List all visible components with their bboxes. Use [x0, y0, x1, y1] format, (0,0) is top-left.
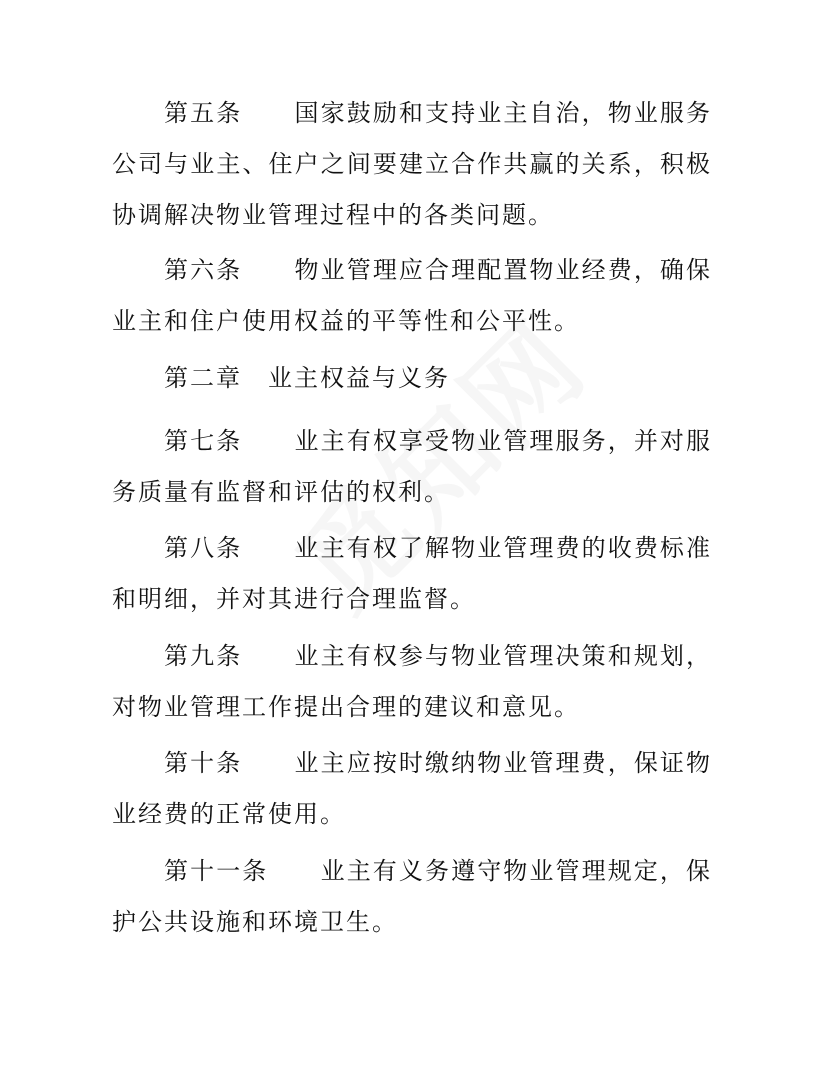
article-10 — [112, 738, 712, 840]
article-6 — [112, 245, 712, 347]
article-text: 业主应按时缴纳物业管理费，保证物业经费的正常使用。 — [112, 749, 713, 828]
article-label: 第十一条 — [164, 857, 269, 885]
article-text: 业主有义务遵守物业管理规定，保护公共设施和环境卫生。 — [112, 857, 713, 936]
article-9 — [112, 631, 712, 733]
article-label: 第六条 — [164, 256, 243, 284]
chapter-2-heading — [112, 353, 712, 404]
chapter-title: 业主权益与义务 — [268, 364, 450, 392]
article-11 — [112, 846, 712, 948]
article-label: 第七条 — [164, 427, 243, 455]
article-7 — [112, 416, 712, 518]
article-label: 第十条 — [164, 749, 243, 777]
article-label: 第八条 — [164, 534, 243, 562]
article-label: 第五条 — [164, 99, 243, 127]
article-text: 物业管理应合理配置物业经费，确保业主和住户使用权益的平等性和公平性。 — [112, 256, 713, 335]
article-8 — [112, 523, 712, 625]
article-text: 业主有权参与物业管理决策和规划，对物业管理工作提出合理的建议和意见。 — [112, 642, 713, 721]
article-text: 业主有权享受物业管理服务，并对服务质量有监督和评估的权利。 — [112, 427, 713, 506]
chapter-label: 第二章 — [164, 364, 242, 392]
article-text: 国家鼓励和支持业主自治，物业服务公司与业主、住户之间要建立合作共赢的关系，积极协调解决物业管理过程中的各类问题。 — [112, 99, 713, 229]
article-label: 第九条 — [164, 642, 243, 670]
article-text: 业主有权了解物业管理费的收费标准和明细，并对其进行合理监督。 — [112, 534, 713, 613]
article-5 — [112, 88, 712, 241]
